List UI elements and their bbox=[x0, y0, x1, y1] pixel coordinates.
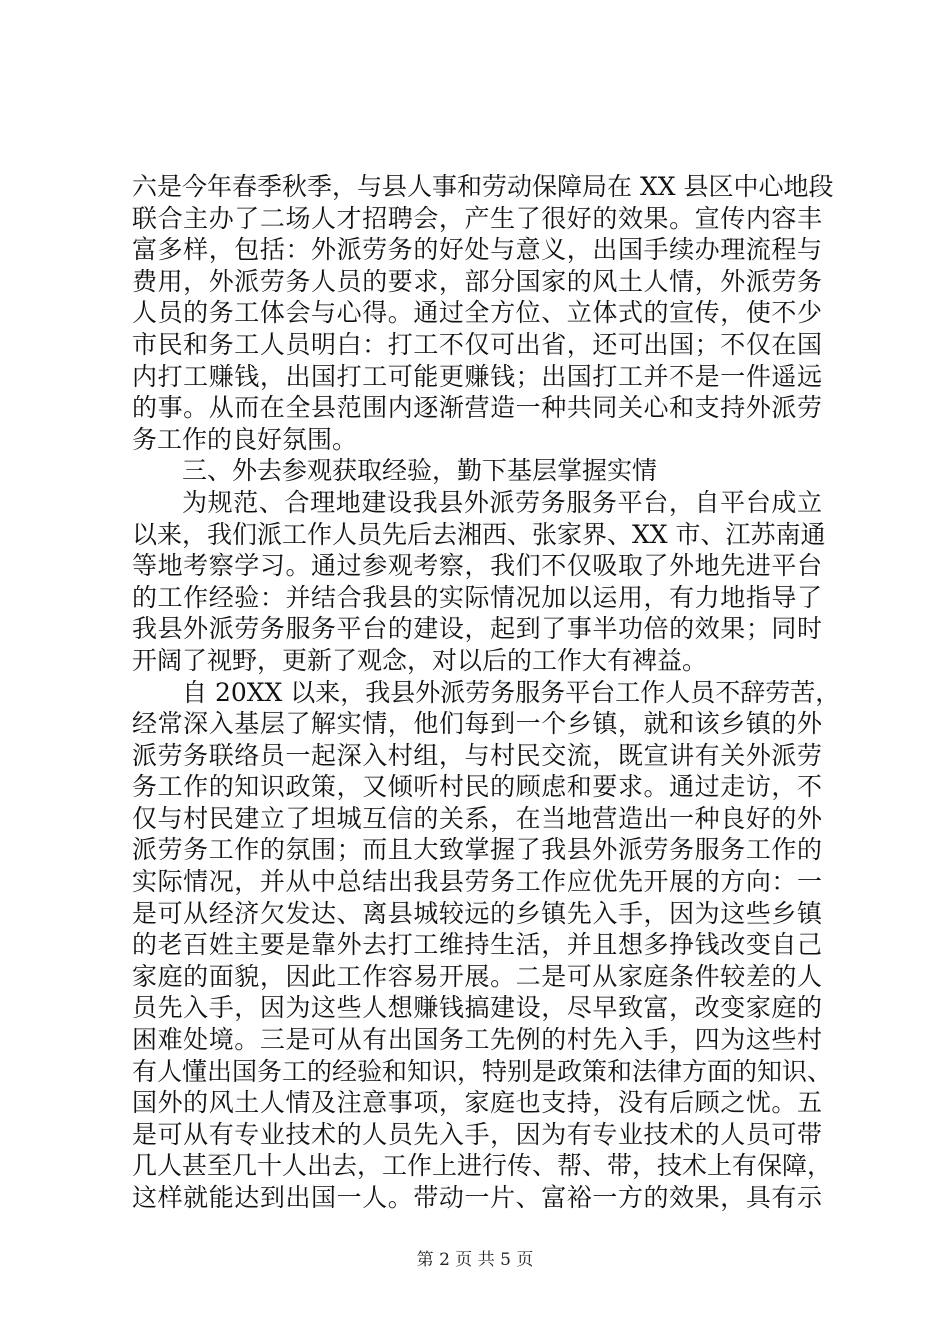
paragraph-line: 自 20XX 以来，我县外派劳务服务平台工作人员不辞劳苦， bbox=[182, 677, 841, 707]
paragraph-line: 是可从有专业技术的人员先入手，因为有专业技术的人员可带 bbox=[132, 1119, 822, 1149]
paragraph-line: 有人懂出国务工的经验和知识，特别是政策和法律方面的知识、 bbox=[132, 1056, 833, 1086]
paragraph-line: 富多样，包括：外派劳务的好处与意义，出国手续办理流程与 bbox=[132, 235, 822, 265]
paragraph-line: 我县外派劳务服务平台的建设，起到了事半功倍的效果；同时 bbox=[132, 614, 822, 644]
page-footer: 第 2 页 共 5 页 bbox=[416, 1250, 534, 1270]
section-heading: 三、外去参观获取经验，勤下基层掌握实情 bbox=[182, 456, 658, 486]
paragraph-line: 家庭的面貌，因此工作容易开展。二是可从家庭条件较差的人 bbox=[132, 961, 822, 991]
paragraph-line: 仅与村民建立了坦城互信的关系，在当地营造出一种良好的外 bbox=[132, 803, 822, 833]
paragraph-line: 实际情况，并从中总结出我县劳务工作应优先开展的方向：一 bbox=[132, 867, 822, 897]
paragraph-line: 联合主办了二场人才招聘会，产生了很好的效果。宣传内容丰 bbox=[132, 203, 822, 233]
paragraph-line: 务工作的知识政策，又倾听村民的顾虑和要求。通过走访，不 bbox=[132, 772, 822, 802]
paragraph-line: 的工作经验：并结合我县的实际情况加以运用，有力地指导了 bbox=[132, 582, 822, 612]
paragraph-line: 国外的风土人情及注意事项，家庭也支持，没有后顾之忧。五 bbox=[132, 1088, 822, 1118]
paragraph-line: 派劳务联络员一起深入村组，与村民交流，既宣讲有关外派劳 bbox=[132, 740, 822, 770]
paragraph-line: 困难处境。三是可从有出国务工先例的村先入手，四为这些村 bbox=[132, 1025, 822, 1055]
paragraph-line: 内打工赚钱，出国打工可能更赚钱；出国打工并不是一件遥远 bbox=[132, 361, 822, 391]
paragraph-line: 以来，我们派工作人员先后去湘西、张家界、XX 市、江苏南通 bbox=[132, 519, 826, 549]
paragraph-line: 务工作的良好氛围。 bbox=[132, 424, 358, 454]
document-body bbox=[132, 171, 841, 1214]
paragraph-line: 的事。从而在全县范围内逐渐营造一种共同关心和支持外派劳 bbox=[132, 393, 822, 423]
paragraph-line: 人员的务工体会与心得。通过全方位、立体式的宣传，使不少 bbox=[132, 298, 822, 328]
paragraph-line: 市民和务工人员明白：打工不仅可出省，还可出国；不仅在国 bbox=[132, 329, 822, 359]
paragraph-line: 这样就能达到出国一人。带动一片、富裕一方的效果，具有示 bbox=[132, 1183, 822, 1212]
paragraph-line: 的老百姓主要是靠外去打工维持生活，并且想多挣钱改变自己 bbox=[132, 930, 822, 960]
paragraph-line: 经常深入基层了解实情，他们每到一个乡镇，就和该乡镇的外 bbox=[132, 709, 822, 739]
paragraph-line: 六是今年春季秋季，与县人事和劳动保障局在 XX 县区中心地段 bbox=[132, 172, 834, 201]
paragraph-line: 几人甚至几十人出去，工作上进行传、帮、带，技术上有保障， bbox=[132, 1151, 833, 1181]
paragraph-line: 为规范、合理地建设我县外派劳务服务平台，自平台成立 bbox=[182, 487, 822, 517]
paragraph-line: 等地考察学习。通过参观考察，我们不仅吸取了外地先进平台 bbox=[132, 551, 822, 581]
paragraph-line: 费用，外派劳务人员的要求，部分国家的风土人情，外派劳务 bbox=[132, 266, 822, 296]
paragraph-line: 派劳务工作的氛围；而且大致掌握了我县外派劳务服务工作的 bbox=[132, 835, 822, 865]
paragraph-line: 是可从经济欠发达、离县城较远的乡镇先入手，因为这些乡镇 bbox=[132, 898, 822, 928]
paragraph-line: 员先入手，因为这些人想赚钱搞建设，尽早致富，改变家庭的 bbox=[132, 993, 822, 1023]
paragraph-line: 开阔了视野，更新了观念，对以后的工作大有裨益。 bbox=[132, 645, 708, 675]
